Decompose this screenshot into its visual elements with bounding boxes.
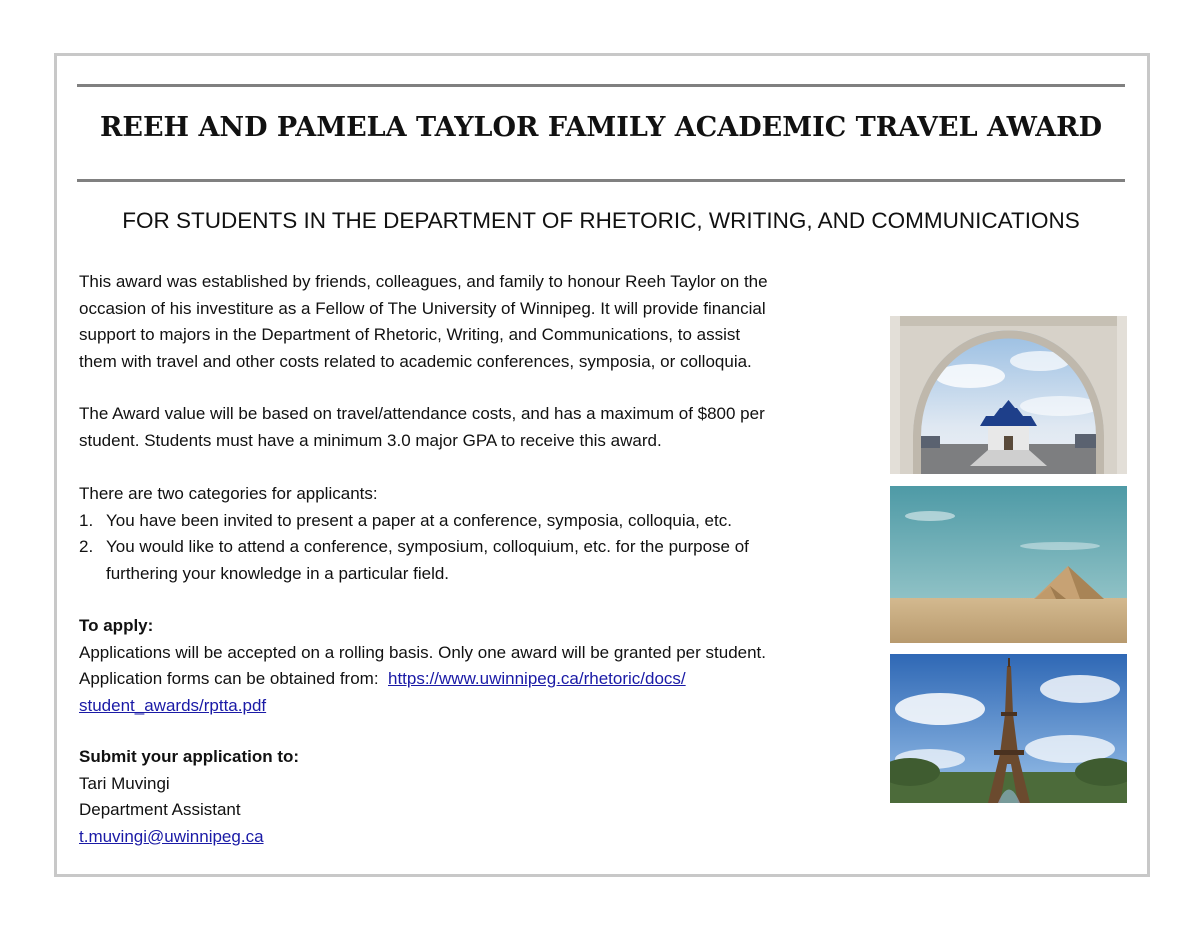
apply-heading: To apply: — [79, 616, 154, 635]
list-number: 2. — [79, 537, 94, 556]
categories-section — [79, 481, 869, 587]
intro-line: support to majors in the Department of Rhetoric, Writing, and Communications, to assist — [79, 325, 741, 344]
value-line: The Award value will be based on travel/attendance costs, and has a maximum of $800 per — [79, 404, 765, 423]
list-item-text: You have been invited to present a paper at a conference, symposia, colloquia, etc. — [106, 510, 732, 530]
contact-name: Tari Muvingi — [79, 773, 170, 793]
desert-pyramids-photo — [890, 486, 1127, 643]
title-divider — [77, 179, 1125, 182]
submit-section — [79, 744, 869, 850]
apply-text: Applications will be accepted on a rolling basis. Only one award will be granted per student. — [79, 642, 767, 662]
archway-memorial-hall-photo — [890, 316, 1127, 474]
list-item — [79, 508, 869, 535]
categories-intro: There are two categories for applicants: — [79, 484, 378, 503]
submit-heading: Submit your application to: — [79, 747, 300, 766]
apply-forms-line — [79, 666, 869, 693]
intro-line: occasion of his investiture as a Fellow of The University of Winnipeg. It will provide financial — [79, 298, 766, 318]
contact-role: Department Assistant — [79, 800, 241, 819]
page-subtitle: FOR STUDENTS IN THE DEPARTMENT OF RHETORIC, WRITING, AND COMMUNICATIONS — [122, 208, 1080, 233]
application-form-link-continued[interactable]: student_awards/rptta.pdf — [79, 695, 267, 715]
eiffel-tower-photo — [890, 654, 1127, 803]
apply-forms-line — [79, 693, 869, 720]
intro-paragraph — [79, 269, 869, 375]
intro-line: This award was established by friends, colleagues, and family to honour Reeh Taylor on the — [79, 272, 768, 291]
award-flyer — [54, 53, 1150, 877]
intro-line: them with travel and other costs related to academic conferences, symposia, or colloquia. — [79, 351, 752, 371]
list-item-text: You would like to attend a conference, symposium, colloquium, etc. for the purpose of — [106, 537, 749, 556]
page-title: REEH AND PAMELA TAYLOR FAMILY ACADEMIC TRAVEL AWARD — [99, 112, 1103, 143]
contact-email-link[interactable]: t.muvingi@uwinnipeg.ca — [79, 826, 264, 846]
apply-forms-label: Application forms can be obtained from: — [79, 669, 388, 688]
categories-list — [79, 508, 869, 588]
list-item — [79, 534, 869, 587]
application-form-link[interactable]: https://www.uwinnipeg.ca/rhetoric/docs/ — [388, 669, 686, 688]
list-item-text: furthering your knowledge in a particular field. — [106, 563, 450, 583]
top-divider — [77, 84, 1125, 87]
list-number: 1. — [79, 510, 94, 530]
apply-section — [79, 613, 869, 719]
value-line: student. Students must have a minimum 3.0 major GPA to receive this award. — [79, 430, 662, 450]
award-value-paragraph — [79, 401, 869, 454]
